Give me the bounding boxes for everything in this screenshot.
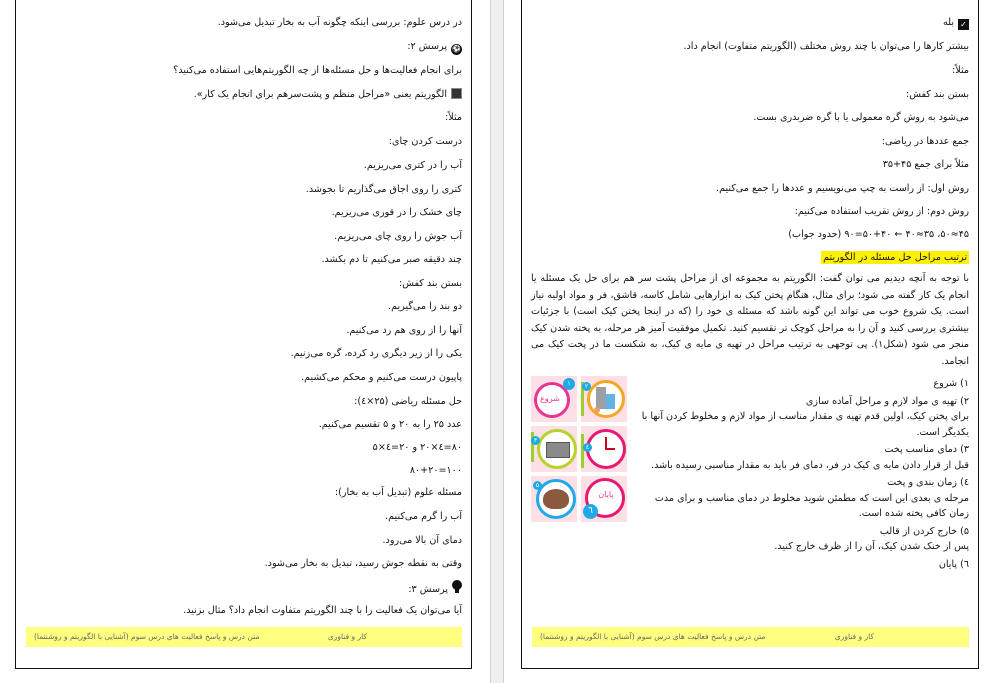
step-5: ۵) خارج کردن از قالب [879,525,969,537]
question-3-line [408,580,462,596]
text-line: آب را در کتری می‌ریزیم. [363,160,462,171]
text-line: مثلاً: [952,65,969,76]
footer-title: متن درس و پاسخ فعالیت های درس سوم (آشنایی با الگوریتم و روشنتما) [34,632,260,641]
end-step-image: پایان ٦ [581,476,627,522]
steps-text-column [635,374,969,572]
text-line: می‌شود به روش گره معمولی یا با گره ضربدری بست. [753,112,969,123]
section-heading [821,250,969,266]
clock-step-image: ٤ [581,426,627,472]
math-line: ۸۰=٤×۲۰ و ۲۰=٤×۵ [372,442,462,453]
text-line: آنها را از روی هم رد می‌کنیم. [346,325,462,336]
steps-image-column [531,376,627,522]
checkbox-checked-icon: ✓ [958,19,969,30]
highlighted-heading: ترتیب مراحل حل مسئله در الگوریتم [823,252,967,263]
lightbulb-icon [452,580,462,594]
text-line: بستن بند کفش: [905,89,969,100]
footer-subject: کار و فناوری [327,632,367,641]
soccer-ball-icon: ⚽ [452,45,461,53]
text-line: آیا می‌توان یک فعالیت را با چند الگوریتم متفاوت انجام داد؟ مثال بزنید. [183,605,462,616]
start-step-image: شروع ۱ [531,376,577,422]
text-line: حل مسئله ریاضی (۲۵×٤): [354,396,462,407]
footer-subject: کار و فناوری [834,632,874,641]
step-2-desc: برای پختن کیک، اولین قدم تهیه ی مقدار مناسب از مواد لازم و مخلوط کردن آنها با یکدیگر است. [641,411,969,438]
math-line: ۴۵≈۵۰، ۳۵≈۴۰ ← ۵۰+۴۰=۹۰ (حدود جواب) [788,229,969,240]
definition-text: الگوریتم یعنی «مراحل منظم و پشت‌سرهم برای انجام یک کار». [193,89,447,100]
text-line: وقتی به نقطه جوش رسید، تبدیل به بخار می‌شود. [264,558,462,569]
step-2: ۲) تهیه ی مواد لازم و مراحل آماده سازی [805,395,969,407]
step-3: ۳) دمای مناسب پخت [884,444,969,455]
intro-paragraph: با توجه به آنچه دیدیم می توان گفت: الگوریتم به مجموعه ای از مراحل پشت سر هم برای حل یک مسئله یا انجام یک کار گفته می شود؛ برای مثال، هنگام پختن کیک به ابزارهایی شامل کاسه، قاشق، فر و مواد اولیه نیاز است. یک شروع خوب می تواند این گونه باشد که مسئله ی خود را (که در اینجا پختن کیک است) با جزئیات بیشتری بررسی کنید و آن را به مراحل کوچک تر تقسیم کنید. تکمیل موفقیت آمیز هر مرحله، به پخته شدن کیک منجر می شود (شکل۱). پی توجهی به ترتیب مراحل در تهیه ی مایه ی کیک، به شکست ما در پخت کیک می انجامد. [531,273,969,367]
page-footer [26,627,462,647]
text-line: عدد ۲۵ را به ۲۰ و ۵ تقسیم می‌کنیم. [318,419,462,430]
oven-step-image: ۳ [531,426,577,472]
cake-step-image: ۵ [531,476,577,522]
step-1: ۱) شروع [933,378,969,389]
question-2-label: پرسش ۲: [407,41,447,52]
text-line: مسئله علوم (تبدیل آب به بخار): [334,487,462,498]
text-line: روش اول: از راست به چپ می‌نویسیم و عددها را جمع می‌کنیم. [716,183,969,194]
text-line: روش دوم: از روش تقریب استفاده می‌کنیم: [794,206,969,217]
yes-answer-line [943,15,969,31]
text-line: دمای آن بالا می‌رود. [382,535,462,546]
footer-title: متن درس و پاسخ فعالیت های درس سوم (آشنایی با الگوریتم و روشنتما) [540,632,766,641]
algorithm-steps-section [531,271,969,623]
text-line: دو بند را می‌گیریم. [388,301,462,312]
math-line: ۱۰۰=۸۰+۲۰ [409,465,462,476]
step-4: ٤) زمان بندی و پخت [887,477,969,488]
ingredients-step-image: ۲ [581,376,627,422]
text-line: کتری را روی اجاق می‌گذاریم تا بجوشد. [305,184,462,195]
text-line: آب جوش را روی چای می‌ریزیم. [334,231,462,242]
document-page-left [15,0,472,669]
question-3-label: پرسش ۳: [408,584,448,595]
text-line: پاپیون درست می‌کنیم و محکم می‌کشیم. [301,372,462,383]
text-line: یکی را از زیر دیگری رد کرده، گره می‌زنیم. [290,348,462,359]
step-5-desc: پس از خنک شدن کیک، آن را از ظرف خارج کنید. [774,541,969,552]
text-line: مثلاً برای جمع ۴۵+۳۵ [882,159,969,170]
text-line: جمع عددها در ریاضی: [881,136,969,147]
text-line: چای خشک را در قوری می‌ریزیم. [331,207,462,218]
text-line: بستن بند کفش: [398,278,462,289]
question-2-line [407,39,462,55]
notebook-icon [451,88,462,99]
text-line: برای انجام فعالیت‌ها و حل مسئله‌ها از چه الگوریتم‌هایی استفاده می‌کنید؟ [173,65,462,76]
page-gutter-scrollbar[interactable] [490,0,504,683]
step-4-desc: مرحله ی بعدی این است که مطمئن شوید مخلوط در دمای مناسب و برای مدت زمان کافی پخته شده است. [654,492,969,519]
definition-line [194,87,462,103]
steps-block [531,374,969,572]
text-line: بیشتر کارها را می‌توان با چند روش مختلف (الگوریتم متفاوت) انجام داد. [683,41,969,52]
document-page-right [521,0,979,669]
text-line: چند دقیقه صبر می‌کنیم تا دم بکشد. [321,254,462,265]
yes-label: بله [943,17,954,28]
step-6: ٦) پایان [938,558,969,570]
text-line: درست کردن چای: [388,136,462,147]
text-line: در درس علوم: بررسی اینکه چگونه آب به بخار تبدیل می‌شود. [217,17,462,28]
text-line: آب را گرم می‌کنیم. [385,511,462,522]
text-line: مثلاً: [445,112,462,123]
step-3-desc: قبل از قرار دادن مایه ی کیک در فر، دمای فر باید به مقدار مناسبی رسیده باشد. [651,459,969,471]
page-footer [532,627,969,647]
